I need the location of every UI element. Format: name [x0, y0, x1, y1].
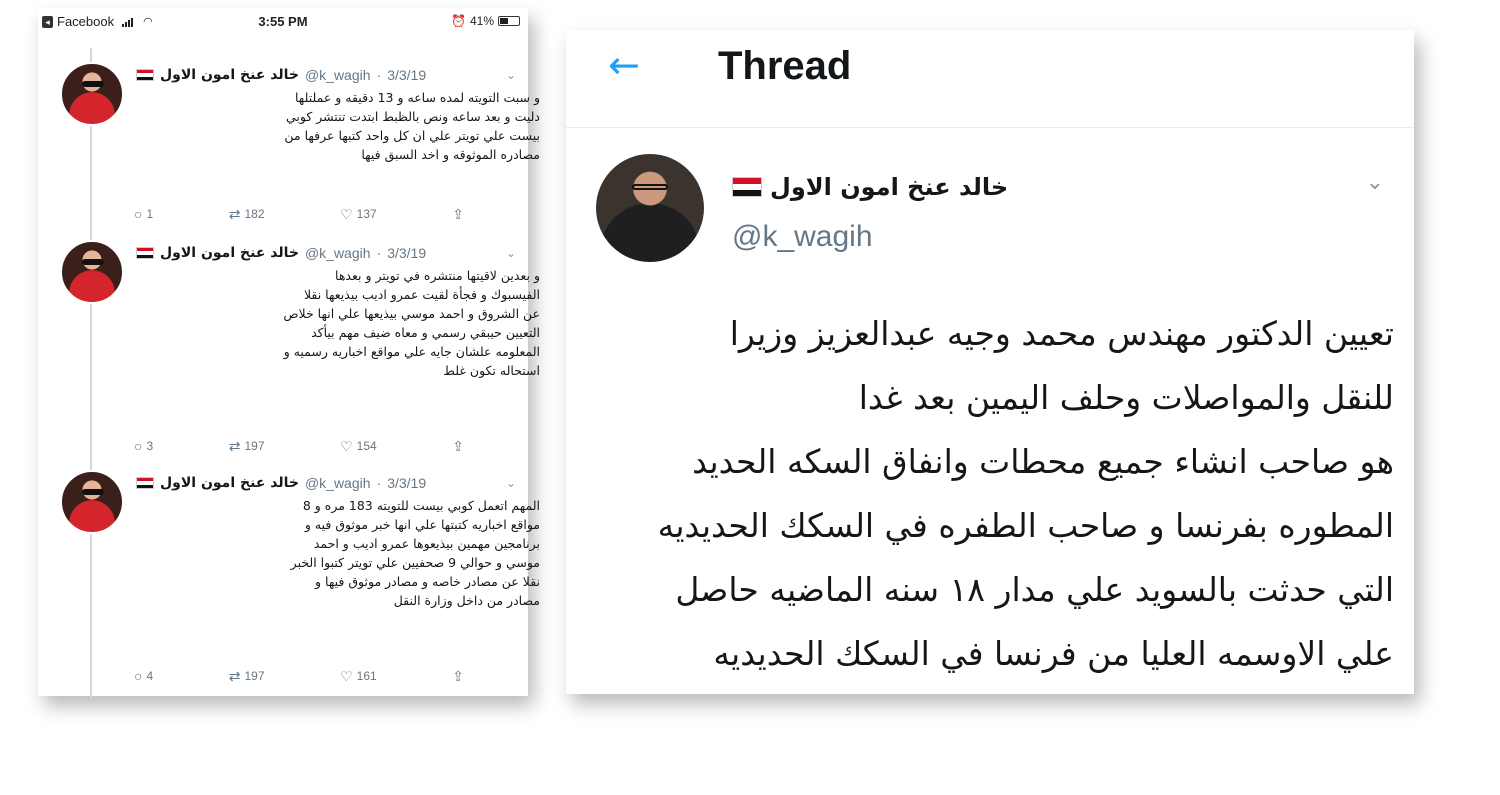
avatar[interactable] [60, 62, 124, 126]
chevron-down-icon[interactable]: ⌄ [1365, 170, 1384, 195]
tweet-line: للنقل والمواصلات وحلف اليمين بعد غدا [858, 378, 1394, 417]
like-button[interactable] [340, 206, 377, 223]
thread-detail-screenshot [566, 30, 1414, 694]
thread-header [566, 30, 1414, 128]
tweet-line: مصادره الموثوقه و اخد السبق فيها [361, 147, 540, 162]
tweet-line: هو صاحب انشاء جميع محطات وانفاق السكه الحديد [692, 442, 1394, 481]
tweet-line: و سبت التويته لمده ساعه و 13 دقيقه و عملتلها [295, 90, 540, 105]
tweet-line: دليت و بعد ساعه ونص بالظبط ابتدت تنتشر كوبي [285, 109, 540, 124]
retweet-count: 182 [244, 207, 265, 221]
tweet-actions [134, 436, 464, 456]
tweet-line: برنامجين مهمين بيذيعوها عمرو اديب و احمد [313, 536, 540, 551]
reply-icon: ○ [134, 206, 143, 222]
like-icon: ♡ [340, 205, 353, 222]
author-handle[interactable]: @k_wagih [304, 67, 371, 83]
share-button[interactable] [452, 438, 464, 455]
battery-icon [498, 16, 520, 26]
author-name[interactable]: خالد عنخ امون الاول [160, 475, 299, 491]
tweet-date[interactable]: 3/3/19 [387, 67, 427, 83]
like-count: 137 [356, 207, 377, 221]
tweet-line: نقلا عن مصادر خاصه و مصادر موثوق فيها و [315, 574, 540, 589]
author-handle[interactable]: @k_wagih [304, 245, 371, 261]
chevron-down-icon[interactable]: ⌄ [505, 246, 516, 260]
egypt-flag-icon [732, 177, 762, 197]
tweet-line: بيست علي تويتر علي ان كل واحد كتبها عرفها من [284, 128, 540, 143]
egypt-flag-icon [136, 69, 154, 81]
reply-button[interactable] [134, 438, 153, 454]
tweet-line: و بعدين لاقيتها منتشره في تويتر و بعدها [335, 268, 540, 283]
share-icon: ⇪ [452, 205, 464, 222]
tweet-line: المهم اتعمل كوبي بيست للتويته 183 مره و 8 [302, 498, 540, 513]
retweet-button[interactable] [229, 206, 265, 223]
like-icon: ♡ [340, 667, 353, 684]
reply-button[interactable] [134, 206, 153, 222]
reply-icon: ○ [134, 668, 143, 684]
tweet-line: تعيين الدكتور مهندس محمد وجيه عبدالعزيز وزيرا [729, 314, 1394, 353]
tweet-1[interactable]: خالد عنخ امون الاول @k_wagih · 3/3/19 ⌄ و سبت التويته لمده ساعه و 13 دقيقه و عملتلها دليت و بعد ساعه ونص بالظبط ابتدت تنتشر كوبي بيست علي تويتر علي ان كل واحد كتبها عرفها من مصادره الموثوقه و اخد السبق فيها ○ 1 ⇄ 182 ♡ 137 ⇪ [38, 62, 528, 232]
share-button[interactable] [452, 668, 464, 685]
battery-percent: 41% [469, 14, 494, 28]
retweet-button[interactable] [229, 668, 265, 685]
left-thread-screenshot [38, 8, 540, 696]
tweet-line: التي حدثت بالسويد علي مدار ١٨ سنه الماضيه حاصل [675, 570, 1394, 609]
retweet-icon: ⇄ [228, 437, 241, 454]
reply-count: 3 [146, 439, 154, 453]
like-icon: ♡ [340, 437, 353, 454]
share-button[interactable] [452, 206, 464, 223]
like-count: 154 [356, 439, 377, 453]
tweet-text [134, 266, 540, 380]
author-name[interactable]: خالد عنخ امون الاول [770, 173, 1009, 201]
tweet-line: استحاله تكون غلط [443, 363, 540, 378]
share-icon: ⇪ [452, 667, 464, 684]
tweet-line: التعيين حيبقي رسمي و معاه ضيف مهم بيأكد [311, 325, 540, 340]
retweet-icon: ⇄ [228, 205, 241, 222]
like-count: 161 [356, 669, 377, 683]
tweet-line: علي الاوسمه العليا من فرنسا في السكك الحديديه [713, 634, 1394, 673]
tweet-line: المطوره بفرنسا و صاحب الطفره في السكك الحديديه [657, 506, 1394, 545]
back-to-app-icon[interactable]: ◂ [42, 16, 53, 28]
reply-button[interactable] [134, 668, 153, 684]
author-handle[interactable]: @k_wagih [304, 475, 371, 491]
avatar[interactable] [60, 240, 124, 304]
status-time: 3:55 PM [258, 14, 308, 29]
author-name[interactable]: خالد عنخ امون الاول [160, 67, 299, 83]
tweet-date[interactable]: 3/3/19 [387, 475, 427, 491]
like-button[interactable] [340, 438, 377, 455]
status-app-name: Facebook [57, 14, 115, 29]
tweet-line: موسي و حوالي 9 صحفيين علي تويتر كتبوا الخبر [290, 555, 540, 570]
tweet-line: عن الشروق و احمد موسي بيذيعها علي انها خلاص [283, 306, 540, 321]
tweet-text [134, 88, 540, 164]
tweet-actions [134, 204, 464, 224]
tweet-text [134, 496, 540, 610]
avatar[interactable] [596, 154, 704, 262]
egypt-flag-icon [136, 477, 154, 489]
tweet-actions [134, 666, 464, 686]
tweet-line: الفيسبوك و فجأة لقيت عمرو اديب بيذيعها نقلا [303, 287, 540, 302]
tweet-line: مصادر من داخل وزارة النقل [393, 593, 540, 608]
status-bar [38, 8, 528, 36]
author-row [732, 170, 1008, 204]
reply-count: 4 [146, 669, 154, 683]
author-handle[interactable]: @k_wagih [732, 220, 873, 253]
retweet-button[interactable] [229, 438, 265, 455]
page-title: Thread [718, 44, 852, 88]
wifi-icon: ◠ [143, 16, 153, 28]
reply-count: 1 [146, 207, 154, 221]
retweet-icon: ⇄ [228, 667, 241, 684]
tweet-line: مواقع اخباريه كتبتها علي انها خبر موثوق فيه و [304, 517, 540, 532]
back-arrow-icon[interactable]: ← [608, 43, 640, 87]
author-name[interactable]: خالد عنخ امون الاول [160, 245, 299, 261]
chevron-down-icon[interactable]: ⌄ [505, 476, 516, 490]
share-icon: ⇪ [452, 437, 464, 454]
tweet-3[interactable]: خالد عنخ امون الاول @k_wagih · 3/3/19 ⌄ المهم اتعمل كوبي بيست للتويته 183 مره و 8 مواقع اخباريه كتبتها علي انها خبر موثوق فيه و برنامجين مهمين بيذيعوها عمرو اديب و احمد موسي و حوالي 9 صحفيين علي تويتر كتبوا الخبر نقلا عن مصادر خاصه و مصادر موثوق فيها و مصادر من داخل وزارة النقل ○ 4 ⇄ 197 ♡ 161 ⇪ [38, 470, 528, 690]
egypt-flag-icon [136, 247, 154, 259]
avatar[interactable] [60, 470, 124, 534]
tweet-date[interactable]: 3/3/19 [387, 245, 427, 261]
like-button[interactable] [340, 668, 377, 685]
chevron-down-icon[interactable]: ⌄ [505, 68, 516, 82]
reply-icon: ○ [134, 438, 143, 454]
alarm-icon: ⏰ [451, 14, 466, 28]
retweet-count: 197 [244, 439, 265, 453]
tweet-line: المعلومه علشان جايه علي مواقع اخباريه رسميه و [283, 344, 540, 359]
tweet-text [590, 302, 1394, 686]
tweet-2[interactable]: خالد عنخ امون الاول @k_wagih · 3/3/19 ⌄ و بعدين لاقيتها منتشره في تويتر و بعدها الفيسبوك و فجأة لقيت عمرو اديب بيذيعها نقلا عن الشروق و احمد موسي بيذيعها علي انها خلاص التعيين حيبقي رسمي و معاه ضيف مهم بيأكد المعلومه علشان جايه علي مواقع اخباريه رسميه و استحاله تكون غلط ○ 3 ⇄ 197 ♡ 154 ⇪ [38, 240, 528, 454]
retweet-count: 197 [244, 669, 265, 683]
